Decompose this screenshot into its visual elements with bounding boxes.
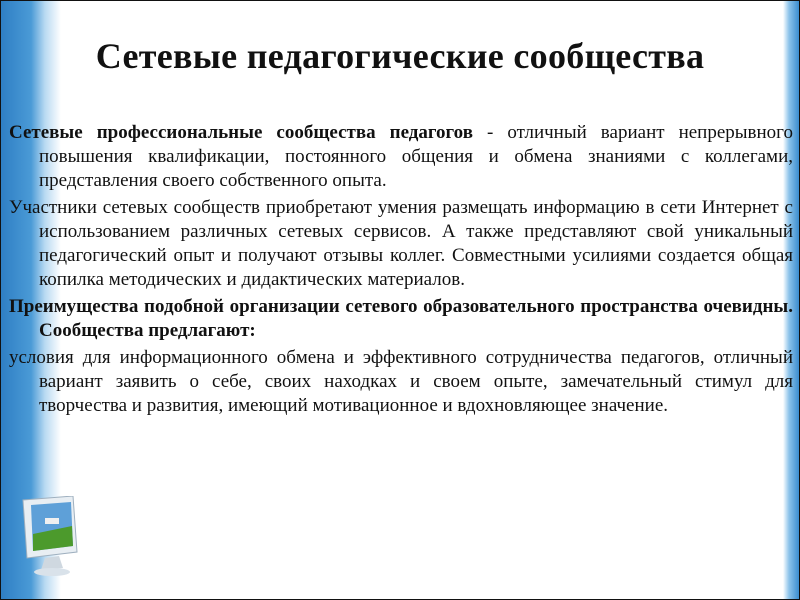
slide-title: Сетевые педагогические сообщества <box>95 36 705 76</box>
paragraph-3 <box>9 295 793 343</box>
paragraph-1 <box>9 121 793 193</box>
paragraph-1-bold: Сетевые профессиональные сообщества педагогов <box>9 122 473 143</box>
paragraph-1-text: - отличный вариант непрерывного повышения квалификации, постоянного общения и обмена знаниями с коллегами, представления своего собственного опыта. <box>39 122 794 191</box>
paragraph-4-text: условия для информационного обмена и эффективного сотрудничества педагогов, отличный вариант заявить о себе, своих находках и своем опыте, замечательный стимул для творчества и развития, имеющий мотивационное и вдохновляющее значение. <box>9 347 793 416</box>
computer-monitor-icon <box>21 496 91 586</box>
paragraph-2 <box>9 196 793 292</box>
slide-body <box>9 121 793 421</box>
paragraph-3-bold: Преимущества подобной организации сетевого образовательного пространства очевидны. Сообщества предлагают: <box>9 296 793 341</box>
paragraph-2-text: Участники сетевых сообществ приобретают умения размещать информацию в сети Интернет с использованием различных сетевых сервисов. А также представляют свой уникальный педагогический опыт и получают отзывы коллег. Совместными усилиями создается общая копилка методических и дидактических материалов. <box>9 197 793 290</box>
paragraph-4 <box>9 346 793 418</box>
